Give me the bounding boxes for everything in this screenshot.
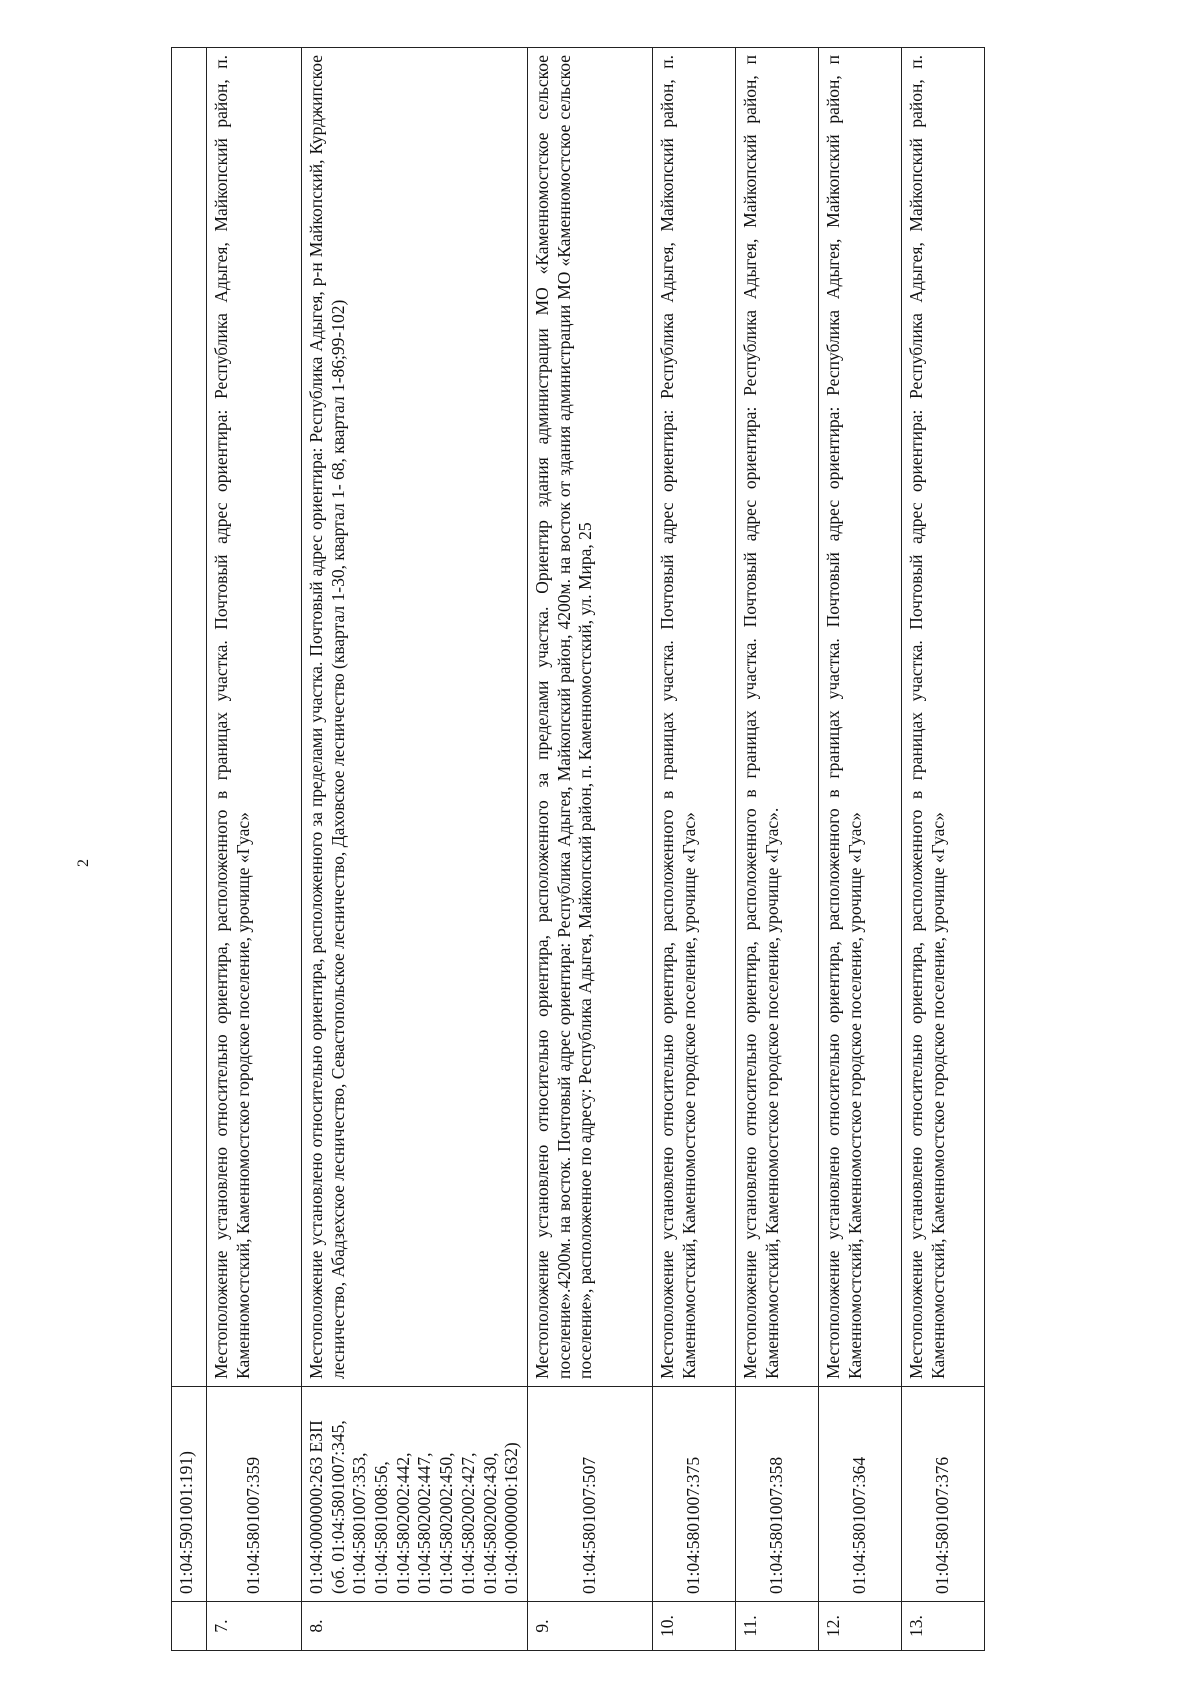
table-row: [818, 48, 901, 1651]
location-description-cell: Местоположение установлено относительно ориентира, расположенного в границах участка. Почтовый адрес ориентира: Республика Адыгея, Майкопский район, п. Каменномостский, Каменномостское городское поселение, урочище «Гуас»: [901, 48, 984, 1387]
table-row: [527, 48, 652, 1651]
table-row: [652, 48, 735, 1651]
table-row: [735, 48, 818, 1651]
cadastral-number-cell: 01:04:5801007:359: [207, 1387, 302, 1602]
row-number-cell: 13.: [901, 1602, 984, 1651]
cadastral-number-cell: 01:04:5801007:375: [652, 1387, 735, 1602]
row-number-cell: 9.: [527, 1602, 652, 1651]
location-description-cell: Местоположение установлено относительно ориентира, расположенного в границах участка. Почтовый адрес ориентира: Республика Адыгея, Майкопский район, п Каменномостский, Каменномостское городское поселение, урочище «Гуас».: [735, 48, 818, 1387]
location-description-cell: Местоположение установлено относительно ориентира, расположенного за пределами участка. Почтовый адрес ориентира: Республика Адыгея, р-н Майкопский, Курджипское лесничество, Абадзехское лесничество, Севастопольское лесничество, Даховское лесничество (квартал 1-30, квартал 1- 68, квартал 1-86;99-102): [302, 48, 528, 1387]
land-plot-table: [171, 47, 985, 1651]
location-description-cell: Местоположение установлено относительно ориентира, расположенного в границах участка. Почтовый адрес ориентира: Республика Адыгея, Майкопский район, п Каменномостский, Каменномостское городское поселение, урочище «Гуас»: [818, 48, 901, 1387]
cadastral-number-cell: 01:04:5801007:358: [735, 1387, 818, 1602]
cadastral-number-cell: 01:04:5901001:191): [172, 1387, 207, 1602]
page-number: 2: [75, 859, 92, 867]
cadastral-number-cell: 01:04:0000000:263 ЕЗП (об. 01:04:5801007:345, 01:04:5801007:353, 01:04:5801008:56, 01:04:5802002:442, 01:04:5802002:447, 01:04:5802002:450, 01:04:5802002:427, 01:04:5802002:430, 01:04:0000000:1632): [302, 1387, 528, 1602]
row-number-cell: 8.: [302, 1602, 528, 1651]
cadastral-number-cell: 01:04:5801007:376: [901, 1387, 984, 1602]
row-number-cell: 10.: [652, 1602, 735, 1651]
row-number-cell: 12.: [818, 1602, 901, 1651]
row-number-cell: 7.: [207, 1602, 302, 1651]
cadastral-number-cell: 01:04:5801007:507: [527, 1387, 652, 1602]
rotated-table-sheet: [171, 47, 1029, 1651]
table-row: [901, 48, 984, 1651]
row-number-cell: [172, 1602, 207, 1651]
location-description-cell: Местоположение установлено относительно ориентира, расположенного за пределами участка. Ориентир здания администрации МО «Каменномостское сельское поселение».4200м. на восток. Почтовый адрес ориентира: Республика Адыгея, Майкопский район, 4200м. на восток от здания администрации МО «Каменномостское сельское поселение», расположенное по адресу: Республика Адыгея, Майкопский район, п. Каменномостский, ул. Мира, 25: [527, 48, 652, 1387]
location-description-cell: Местоположение установлено относительно ориентира, расположенного в границах участка. Почтовый адрес ориентира: Республика Адыгея, Майкопский район, п. Каменномостский, Каменномостское городское поселение, урочище «Гуас»: [207, 48, 302, 1387]
table-row: [207, 48, 302, 1651]
location-description-cell: [172, 48, 207, 1387]
table-row: [302, 48, 528, 1651]
location-description-cell: Местоположение установлено относительно ориентира, расположенного в границах участка. Почтовый адрес ориентира: Республика Адыгея, Майкопский район, п. Каменномостский, Каменномостское городское поселение, урочище «Гуас»: [652, 48, 735, 1387]
table-row-continued: [172, 48, 207, 1651]
cadastral-number-cell: 01:04:5801007:364: [818, 1387, 901, 1602]
row-number-cell: 11.: [735, 1602, 818, 1651]
